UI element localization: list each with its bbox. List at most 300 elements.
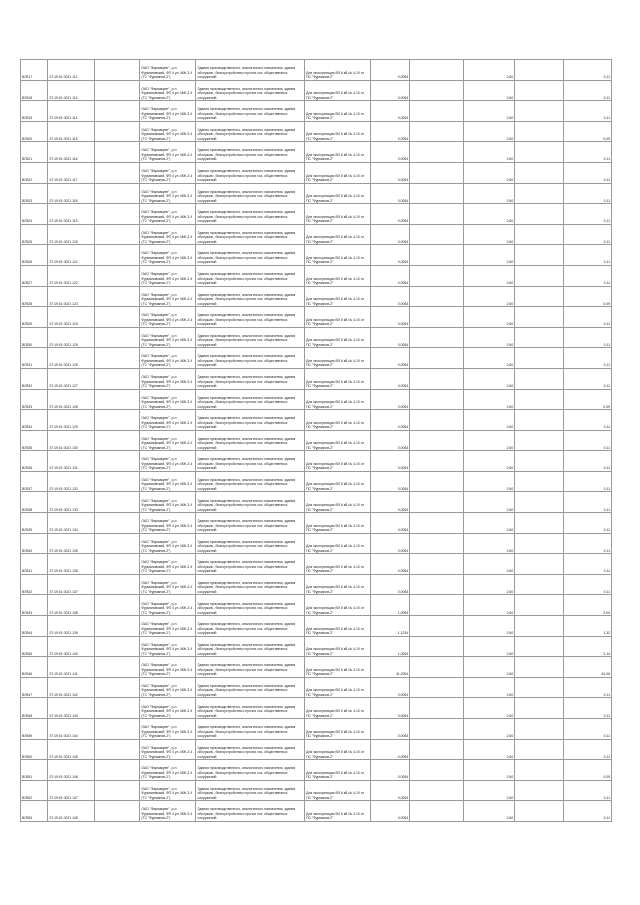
cell-num: 37:19:01 0021 127 [48,368,95,389]
cell-name: Здания производственного, аналогичного назначения, здания обслужив., благоустройства и прочих хоз. общественных сооружений [196,657,305,678]
table-row [21,719,612,740]
cell-s: 0,11 [564,410,612,431]
cell-num: 37:19:01 0021 114 [48,101,95,122]
cell-s: 0,11 [564,245,612,266]
cell-s: 0,11 [564,739,612,760]
cell-p: 2,60 [463,595,514,616]
cell-name: Здания производственного, аналогичного назначения, здания обслужив., благоустройства и прочих хоз. общественных сооружений [196,348,305,369]
cell-e2 [515,574,564,595]
cell-org: ОАО "Фармацевт", р-н Фурмановский, ФП 4 ул. МЖ-3 4 (ТС "Фурманов-2") [140,224,196,245]
cell-q: 1,0054 [370,636,409,657]
cell-q: 0,0054 [370,677,409,698]
cell-s: 0,11 [564,719,612,740]
cell-id: ВЛ540 [21,533,48,554]
cell-id: ВЛ542 [21,574,48,595]
cell-s: 0,11 [564,101,612,122]
cell-org: ОАО "Фармацевт", р-н Фурмановский, ФП 4 ул. МЖ-3 4 (ТС "Фурманов-2") [140,60,196,81]
cell-name: Здания производственного, аналогичного назначения, здания обслужив., благоустройства и прочих хоз. общественных сооружений [196,719,305,740]
cell-e1 [410,760,464,781]
cell-sp [95,162,140,183]
cell-e2 [515,389,564,410]
cell-cond: Для эксплуатации ВЛ 6 кВ № 4-10 от ПС "Фурманов-2" [305,183,371,204]
cell-sp [95,286,140,307]
table-row [21,677,612,698]
cell-id: ВЛ527 [21,265,48,286]
table-row [21,183,612,204]
cell-name: Здания производственного, аналогичного назначения, здания обслужив., благоустройства и прочих хоз. общественных сооружений [196,265,305,286]
cell-s: 0,09 [564,286,612,307]
cell-e2 [515,245,564,266]
table-row [21,245,612,266]
table-row [21,224,612,245]
cell-p: 2,60 [463,657,514,678]
cell-name: Здания производственного, аналогичного назначения, здания обслужив., благоустройства и прочих хоз. общественных сооружений [196,204,305,225]
cell-s: 0,11 [564,204,612,225]
cell-s: 0,11 [564,183,612,204]
cell-sp [95,801,140,822]
cell-org: ОАО "Фармацевт", р-н Фурмановский, ФП 4 ул. МЖ-3 4 (ТС "Фурманов-2") [140,348,196,369]
cell-id: ВЛ543 [21,595,48,616]
cell-num: 37:19:01 0021 135 [48,533,95,554]
cell-id: ВЛ536 [21,451,48,472]
cell-name: Здания производственного, аналогичного назначения, здания обслужив., благоустройства и прочих хоз. общественных сооружений [196,760,305,781]
cell-s: 0,11 [564,224,612,245]
cell-e1 [410,307,464,328]
cell-e2 [515,348,564,369]
cell-s: 0,09 [564,389,612,410]
cell-s: 0,11 [564,430,612,451]
cell-cond: Для эксплуатации ВЛ 6 кВ № 4-10 от ПС "Фурманов-2" [305,307,371,328]
table-row [21,739,612,760]
cell-e1 [410,595,464,616]
cell-name: Здания производственного, аналогичного назначения, здания обслужив., благоустройства и прочих хоз. общественных сооружений [196,307,305,328]
table-row [21,595,612,616]
cell-cond: Для эксплуатации ВЛ 6 кВ № 4-10 от ПС "Фурманов-2" [305,636,371,657]
cell-num: 37:19:01 0021 146 [48,760,95,781]
cell-e1 [410,80,464,101]
cell-q: 0,0054 [370,451,409,472]
cell-s: 0,09 [564,760,612,781]
cell-name: Здания производственного, аналогичного назначения, здания обслужив., благоустройства и прочих хоз. общественных сооружений [196,780,305,801]
cell-p: 2,60 [463,698,514,719]
cell-id: ВЛ519 [21,101,48,122]
cell-p: 2,60 [463,183,514,204]
cell-e2 [515,307,564,328]
cell-num: 37:19:01 0021 138 [48,595,95,616]
cell-org: ОАО "Фармацевт", р-н Фурмановский, ФП 4 ул. МЖ-3 4 (ТС "Фурманов-2") [140,739,196,760]
cell-e1 [410,451,464,472]
cell-id: ВЛ528 [21,286,48,307]
cell-e2 [515,719,564,740]
cell-s: 0,11 [564,348,612,369]
cell-s: 2,00 [564,595,612,616]
cell-cond: Для эксплуатации ВЛ 6 кВ № 4-10 от ПС "Фурманов-2" [305,142,371,163]
cell-e1 [410,60,464,81]
cell-org: ОАО "Фармацевт", р-н Фурмановский, ФП 4 ул. МЖ-3 4 (ТС "Фурманов-2") [140,142,196,163]
cell-s: 0,11 [564,801,612,822]
table-row [21,204,612,225]
cell-e1 [410,739,464,760]
cell-s: 0,11 [564,162,612,183]
cell-id: ВЛ545 [21,636,48,657]
cell-name: Здания производственного, аналогичного назначения, здания обслужив., благоустройства и прочих хоз. общественных сооружений [196,739,305,760]
cell-sp [95,595,140,616]
cell-org: ОАО "Фармацевт", р-н Фурмановский, ФП 4 ул. МЖ-3 4 (ТС "Фурманов-2") [140,657,196,678]
cell-cond: Для эксплуатации ВЛ 6 кВ № 4-10 от ПС "Фурманов-2" [305,574,371,595]
cell-s: 0,11 [564,533,612,554]
cell-p: 2,60 [463,368,514,389]
cell-org: ОАО "Фармацевт", р-н Фурмановский, ФП 4 ул. МЖ-3 4 (ТС "Фурманов-2") [140,636,196,657]
cell-cond: Для эксплуатации ВЛ 6 кВ № 4-10 от ПС "Фурманов-2" [305,451,371,472]
cell-cond: Для эксплуатации ВЛ 6 кВ № 4-10 от ПС "Фурманов-2" [305,430,371,451]
cell-num: 37:19:01 0021 124 [48,307,95,328]
cell-p: 2,60 [463,245,514,266]
cell-num: 37:19:01 0021 148 [48,801,95,822]
cell-num: 37:19:01 0021 112 [48,60,95,81]
cell-org: ОАО "Фармацевт", р-н Фурмановский, ФП 4 ул. МЖ-3 4 (ТС "Фурманов-2") [140,245,196,266]
cell-cond: Для эксплуатации ВЛ 6 кВ № 4-10 от ПС "Фурманов-2" [305,739,371,760]
cell-id: ВЛ534 [21,410,48,431]
table-row [21,657,612,678]
cell-num: 37:19:01 0021 140 [48,636,95,657]
cell-q: 0,0054 [370,348,409,369]
cell-num: 37:19:01 0021 116 [48,142,95,163]
cell-q: 0,0054 [370,513,409,534]
cell-id: ВЛ526 [21,245,48,266]
cell-e2 [515,533,564,554]
cell-s: 0,11 [564,780,612,801]
cell-q: 0,0054 [370,224,409,245]
cell-e1 [410,430,464,451]
cell-p: 2,60 [463,677,514,698]
cell-e1 [410,121,464,142]
cell-org: ОАО "Фармацевт", р-н Фурмановский, ФП 4 ул. МЖ-3 4 (ТС "Фурманов-2") [140,513,196,534]
cell-org: ОАО "Фармацевт", р-н Фурмановский, ФП 4 ул. МЖ-3 4 (ТС "Фурманов-2") [140,410,196,431]
cell-p: 2,60 [463,204,514,225]
cell-p: 2,60 [463,636,514,657]
cell-id: ВЛ517 [21,60,48,81]
cell-sp [95,327,140,348]
cell-cond: Для эксплуатации ВЛ 6 кВ № 4-10 от ПС "Фурманов-2" [305,286,371,307]
cell-org: ОАО "Фармацевт", р-н Фурмановский, ФП 4 ул. МЖ-3 4 (ТС "Фурманов-2") [140,471,196,492]
cell-id: ВЛ551 [21,760,48,781]
cell-e2 [515,739,564,760]
cell-q: 0,0054 [370,101,409,122]
cell-id: ВЛ538 [21,492,48,513]
cell-e1 [410,183,464,204]
cell-cond: Для эксплуатации ВЛ 6 кВ № 4-10 от ПС "Фурманов-2" [305,595,371,616]
cell-cond: Для эксплуатации ВЛ 6 кВ № 4-10 от ПС "Фурманов-2" [305,368,371,389]
cell-s: 0,11 [564,327,612,348]
cell-id: ВЛ537 [21,471,48,492]
cell-org: ОАО "Фармацевт", р-н Фурмановский, ФП 4 ул. МЖ-3 4 (ТС "Фурманов-2") [140,430,196,451]
cell-name: Здания производственного, аналогичного назначения, здания обслужив., благоустройства и прочих хоз. общественных сооружений [196,80,305,101]
cell-id: ВЛ549 [21,719,48,740]
cell-s: 61,06 [564,657,612,678]
cell-org: ОАО "Фармацевт", р-н Фурмановский, ФП 4 ул. МЖ-3 4 (ТС "Фурманов-2") [140,595,196,616]
cell-num: 37:19:01 0021 117 [48,162,95,183]
cell-p: 2,60 [463,513,514,534]
table-row [21,616,612,637]
cell-p: 2,60 [463,101,514,122]
cell-e2 [515,121,564,142]
cell-name: Здания производственного, аналогичного назначения, здания обслужив., благоустройства и прочих хоз. общественных сооружений [196,183,305,204]
cell-org: ОАО "Фармацевт", р-н Фурмановский, ФП 4 ул. МЖ-3 4 (ТС "Фурманов-2") [140,719,196,740]
cell-name: Здания производственного, аналогичного назначения, здания обслужив., благоустройства и прочих хоз. общественных сооружений [196,430,305,451]
cell-org: ОАО "Фармацевт", р-н Фурмановский, ФП 4 ул. МЖ-3 4 (ТС "Фурманов-2") [140,677,196,698]
cell-q: 0,0054 [370,801,409,822]
cell-org: ОАО "Фармацевт", р-н Фурмановский, ФП 4 ул. МЖ-3 4 (ТС "Фурманов-2") [140,801,196,822]
cell-e2 [515,595,564,616]
table-row [21,513,612,534]
table-row [21,368,612,389]
cell-e2 [515,677,564,698]
cell-num: 37:19:01 0021 147 [48,780,95,801]
cell-name: Здания производственного, аналогичного назначения, здания обслужив., благоустройства и прочих хоз. общественных сооружений [196,410,305,431]
cell-name: Здания производственного, аналогичного назначения, здания обслужив., благоустройства и прочих хоз. общественных сооружений [196,451,305,472]
cell-name: Здания производственного, аналогичного назначения, здания обслужив., благоустройства и прочих хоз. общественных сооружений [196,513,305,534]
cell-org: ОАО "Фармацевт", р-н Фурмановский, ФП 4 ул. МЖ-3 4 (ТС "Фурманов-2") [140,183,196,204]
cell-p: 2,60 [463,142,514,163]
cell-p: 2,60 [463,451,514,472]
cell-num: 37:19:01 0021 121 [48,245,95,266]
cell-name: Здания производственного, аналогичного назначения, здания обслужив., благоустройства и прочих хоз. общественных сооружений [196,677,305,698]
cell-q: 0,0054 [370,760,409,781]
cell-sp [95,348,140,369]
table-row [21,554,612,575]
table-row [21,471,612,492]
cell-q: 0,0054 [370,368,409,389]
cell-p: 2,60 [463,801,514,822]
cell-id: ВЛ539 [21,513,48,534]
cell-e1 [410,801,464,822]
cell-id: ВЛ547 [21,677,48,698]
cell-q: 0,0054 [370,410,409,431]
cell-s: 0,11 [564,471,612,492]
cell-s: 2,14 [564,636,612,657]
cell-q: 0,0054 [370,183,409,204]
cell-sp [95,60,140,81]
cell-p: 2,60 [463,389,514,410]
table-row [21,142,612,163]
cell-e2 [515,513,564,534]
table-row [21,60,612,81]
cell-sp [95,471,140,492]
cell-p: 2,60 [463,121,514,142]
cell-q: 1,0054 [370,595,409,616]
cell-sp [95,430,140,451]
cell-name: Здания производственного, аналогичного назначения, здания обслужив., благоустройства и прочих хоз. общественных сооружений [196,616,305,637]
table-row [21,430,612,451]
cell-sp [95,101,140,122]
cell-q: 0,0054 [370,719,409,740]
cell-num: 37:19:01 0021 123 [48,286,95,307]
table-row [21,636,612,657]
cell-num: 37:19:01 0021 118 [48,183,95,204]
cell-e1 [410,348,464,369]
cell-num: 37:19:01 0021 144 [48,719,95,740]
cell-org: ОАО "Фармацевт", р-н Фурмановский, ФП 4 ул. МЖ-3 4 (ТС "Фурманов-2") [140,389,196,410]
cell-q: 0,0054 [370,327,409,348]
cell-q: 0,0054 [370,307,409,328]
cell-q: 0,0054 [370,739,409,760]
cell-e1 [410,677,464,698]
cell-num: 37:19:01 0021 120 [48,224,95,245]
cell-name: Здания производственного, аналогичного назначения, здания обслужив., благоустройства и прочих хоз. общественных сооружений [196,327,305,348]
cell-e1 [410,719,464,740]
cell-sp [95,698,140,719]
cell-org: ОАО "Фармацевт", р-н Фурмановский, ФП 4 ул. МЖ-3 4 (ТС "Фурманов-2") [140,554,196,575]
cell-p: 2,60 [463,430,514,451]
cell-cond: Для эксплуатации ВЛ 6 кВ № 4-10 от ПС "Фурманов-2" [305,492,371,513]
cell-sp [95,616,140,637]
cell-q: 0,0054 [370,389,409,410]
cell-org: ОАО "Фармацевт", р-н Фурмановский, ФП 4 ул. МЖ-3 4 (ТС "Фурманов-2") [140,760,196,781]
cell-org: ОАО "Фармацевт", р-н Фурмановский, ФП 4 ул. МЖ-3 4 (ТС "Фурманов-2") [140,80,196,101]
cell-cond: Для эксплуатации ВЛ 6 кВ № 4-10 от ПС "Фурманов-2" [305,513,371,534]
cell-cond: Для эксплуатации ВЛ 6 кВ № 4-10 от ПС "Фурманов-2" [305,224,371,245]
cell-p: 2,60 [463,327,514,348]
cell-e2 [515,451,564,472]
cell-s: 0,11 [564,451,612,472]
cell-s: 0,11 [564,307,612,328]
cell-name: Здания производственного, аналогичного назначения, здания обслужив., благоустройства и прочих хоз. общественных сооружений [196,389,305,410]
cell-e1 [410,224,464,245]
cell-org: ОАО "Фармацевт", р-н Фурмановский, ФП 4 ул. МЖ-3 4 (ТС "Фурманов-2") [140,574,196,595]
cell-sp [95,368,140,389]
table-row [21,307,612,328]
table-row [21,410,612,431]
cell-e2 [515,101,564,122]
cell-id: ВЛ546 [21,657,48,678]
cell-name: Здания производственного, аналогичного назначения, здания обслужив., благоустройства и прочих хоз. общественных сооружений [196,595,305,616]
cell-name: Здания производственного, аналогичного назначения, здания обслужив., благоустройства и прочих хоз. общественных сооружений [196,368,305,389]
cell-e2 [515,327,564,348]
cell-id: ВЛ529 [21,307,48,328]
cell-q: 0,0054 [370,142,409,163]
cell-id: ВЛ548 [21,698,48,719]
cell-p: 2,60 [463,265,514,286]
cell-cond: Для эксплуатации ВЛ 6 кВ № 4-10 от ПС "Фурманов-2" [305,101,371,122]
cell-name: Здания производственного, аналогичного назначения, здания обслужив., благоустройства и прочих хоз. общественных сооружений [196,162,305,183]
cell-num: 37:19:01 0021 136 [48,554,95,575]
cell-e1 [410,368,464,389]
cell-id: ВЛ522 [21,162,48,183]
cell-num: 37:19:01 0021 130 [48,430,95,451]
cell-e2 [515,430,564,451]
cell-sp [95,739,140,760]
cell-sp [95,265,140,286]
cell-e2 [515,410,564,431]
cell-cond: Для эксплуатации ВЛ 6 кВ № 4-10 от ПС "Фурманов-2" [305,204,371,225]
cell-e2 [515,698,564,719]
cell-s: 0,11 [564,574,612,595]
cell-e1 [410,657,464,678]
cell-cond: Для эксплуатации ВЛ 6 кВ № 4-10 от ПС "Фурманов-2" [305,616,371,637]
cell-num: 37:19:01 0021 145 [48,739,95,760]
cell-p: 2,60 [463,224,514,245]
cell-e1 [410,410,464,431]
table-row [21,286,612,307]
table-row [21,698,612,719]
cell-e1 [410,780,464,801]
cell-q: 0,0054 [370,245,409,266]
cell-cond: Для эксплуатации ВЛ 6 кВ № 4-10 от ПС "Фурманов-2" [305,760,371,781]
cell-num: 37:19:01 0021 126 [48,348,95,369]
cell-s: 0,11 [564,554,612,575]
table-row [21,780,612,801]
cell-name: Здания производственного, аналогичного назначения, здания обслужив., благоустройства и прочих хоз. общественных сооружений [196,471,305,492]
cell-cond: Для эксплуатации ВЛ 6 кВ № 4-10 от ПС "Фурманов-2" [305,533,371,554]
cell-e1 [410,513,464,534]
cell-org: ОАО "Фармацевт", р-н Фурмановский, ФП 4 ул. МЖ-3 4 (ТС "Фурманов-2") [140,616,196,637]
cell-q: 0,0054 [370,60,409,81]
cell-cond: Для эксплуатации ВЛ 6 кВ № 4-10 от ПС "Фурманов-2" [305,471,371,492]
cell-cond: Для эксплуатации ВЛ 6 кВ № 4-10 от ПС "Фурманов-2" [305,327,371,348]
cell-cond: Для эксплуатации ВЛ 6 кВ № 4-10 от ПС "Фурманов-2" [305,657,371,678]
cell-sp [95,719,140,740]
cell-e2 [515,224,564,245]
cell-num: 37:19:01 0021 128 [48,389,95,410]
cell-p: 2,60 [463,80,514,101]
cell-cond: Для эксплуатации ВЛ 6 кВ № 4-10 от ПС "Фурманов-2" [305,780,371,801]
cell-num: 37:19:01 0021 141 [48,657,95,678]
cell-org: ОАО "Фармацевт", р-н Фурмановский, ФП 4 ул. МЖ-3 4 (ТС "Фурманов-2") [140,162,196,183]
cell-p: 2,60 [463,719,514,740]
cell-org: ОАО "Фармацевт", р-н Фурмановский, ФП 4 ул. МЖ-3 4 (ТС "Фурманов-2") [140,368,196,389]
cell-q: 0,0054 [370,554,409,575]
cell-num: 37:19:01 0021 119 [48,204,95,225]
cell-e1 [410,574,464,595]
cell-e2 [515,636,564,657]
cell-p: 2,60 [463,471,514,492]
cell-q: 0,0054 [370,162,409,183]
cell-e2 [515,265,564,286]
cell-name: Здания производственного, аналогичного назначения, здания обслужив., благоустройства и прочих хоз. общественных сооружений [196,121,305,142]
cell-org: ОАО "Фармацевт", р-н Фурмановский, ФП 4 ул. МЖ-3 4 (ТС "Фурманов-2") [140,327,196,348]
cell-name: Здания производственного, аналогичного назначения, здания обслужив., благоустройства и прочих хоз. общественных сооружений [196,574,305,595]
cell-s: 0,09 [564,121,612,142]
cell-num: 37:19:01 0021 122 [48,265,95,286]
cell-p: 2,60 [463,780,514,801]
table-row [21,121,612,142]
table-row [21,533,612,554]
cell-p: 2,60 [463,616,514,637]
cell-sp [95,224,140,245]
cell-q: 0,0054 [370,286,409,307]
cell-name: Здания производственного, аналогичного назначения, здания обслужив., благоустройства и прочих хоз. общественных сооружений [196,60,305,81]
table-row [21,80,612,101]
table-row [21,162,612,183]
cell-id: ВЛ524 [21,204,48,225]
cell-q: 0,0054 [370,533,409,554]
cell-id: ВЛ550 [21,739,48,760]
cell-p: 2,60 [463,554,514,575]
cell-org: ОАО "Фармацевт", р-н Фурмановский, ФП 4 ул. МЖ-3 4 (ТС "Фурманов-2") [140,101,196,122]
cell-name: Здания производственного, аналогичного назначения, здания обслужив., благоустройства и прочих хоз. общественных сооружений [196,142,305,163]
cell-name: Здания производственного, аналогичного назначения, здания обслужив., благоустройства и прочих хоз. общественных сооружений [196,492,305,513]
cell-num: 37:19:01 0021 129 [48,410,95,431]
cell-q: 0,0054 [370,471,409,492]
cell-p: 2,60 [463,739,514,760]
cell-p: 2,60 [463,574,514,595]
cell-sp [95,636,140,657]
cell-sp [95,121,140,142]
cell-sp [95,657,140,678]
cell-q: 0,0054 [370,265,409,286]
cell-e1 [410,204,464,225]
cell-num: 37:19:01 0021 113 [48,80,95,101]
